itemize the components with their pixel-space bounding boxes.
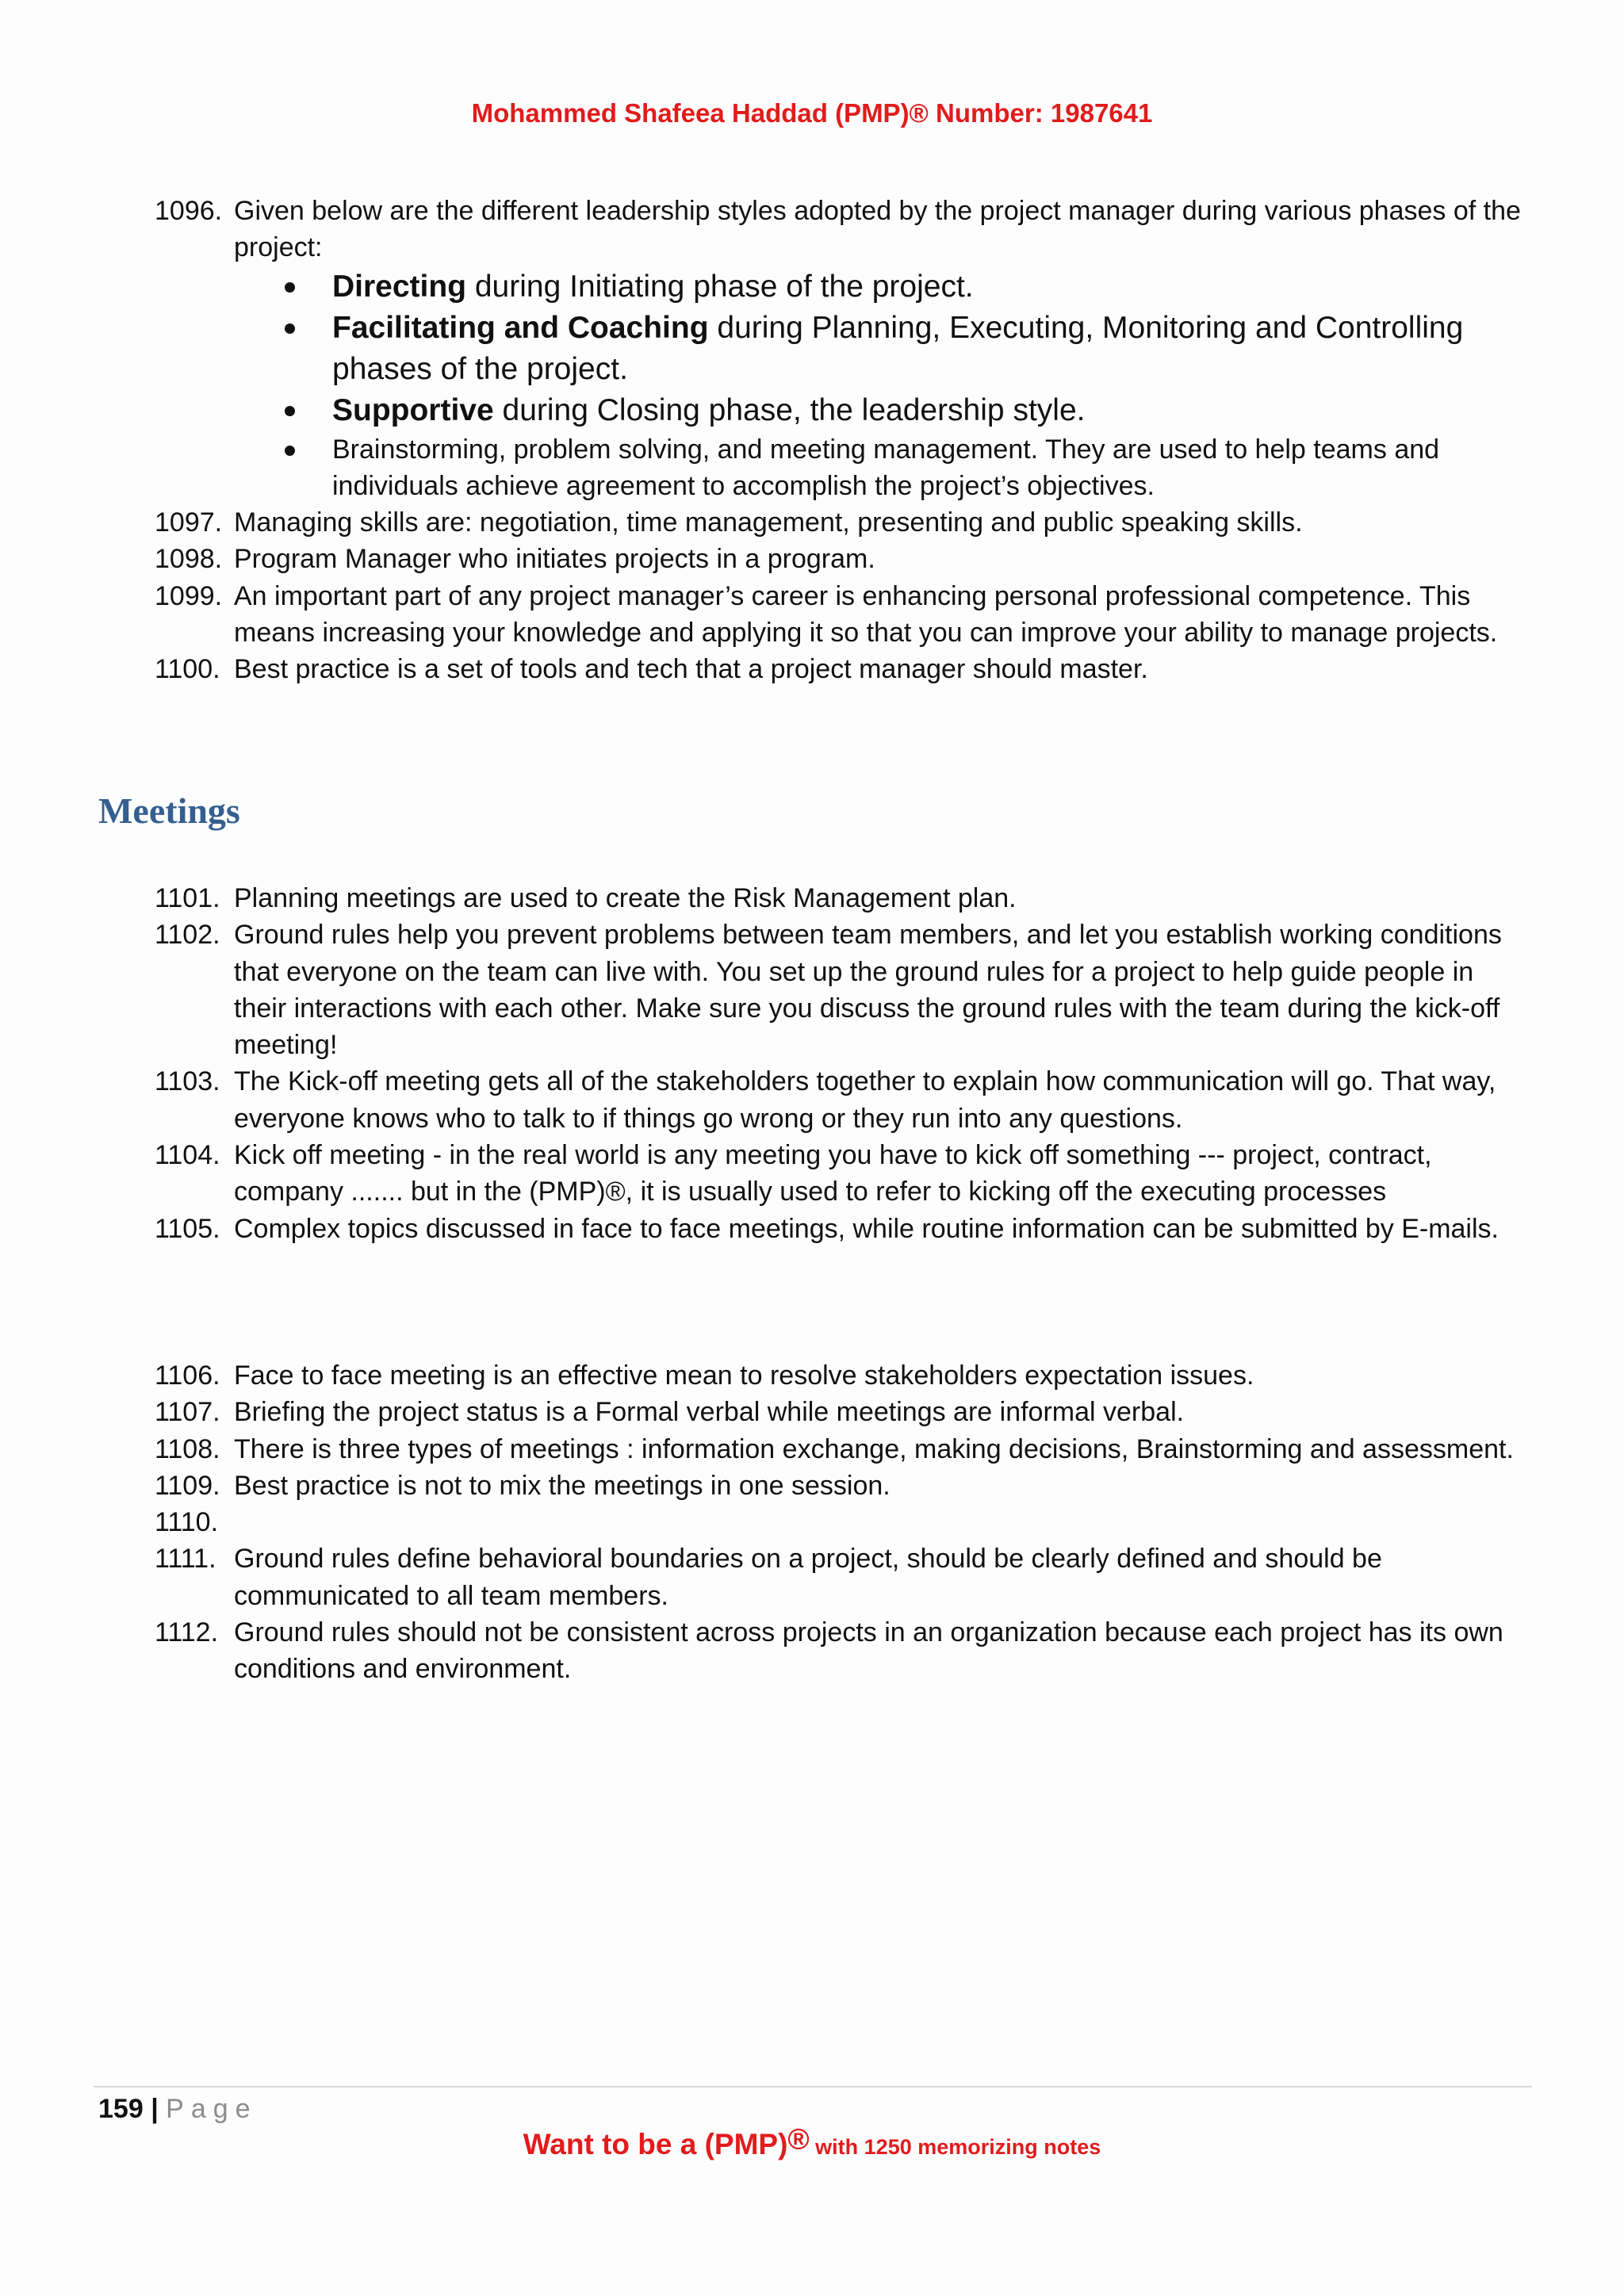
list-item [0,1614,1624,1688]
item-text: Managing skills are: negotiation, time management, presenting and public speaking skills. [234,507,1303,538]
list-item [0,1504,1624,1540]
item-number: 1097. [155,507,223,538]
tagline-reg: ® [787,2122,810,2156]
page-header: Mohammed Shafeea Haddad (PMP)® Number: 1987641 [471,98,1153,128]
notes-list-3 [0,1357,1624,1688]
bullet-item [234,266,1529,308]
page-label: Page [166,2094,258,2124]
list-item [0,578,1624,652]
item-number: 1107. [155,1397,220,1428]
list-item [0,1357,1624,1394]
page-separator: | [151,2094,159,2124]
item-text: There is three types of meetings : information exchange, making decisions, Brainstorming and assessment. [234,1433,1514,1464]
notes-list-1 [0,193,1624,688]
tagline-tail: with 1250 memorizing notes [809,2135,1101,2159]
item-text: Kick off meeting - in the real world is any meeting you have to kick off something --- project, contract, company ....... but in the (PMP)®, it is usually used to refer to kicking off the executing processes [234,1140,1432,1207]
bullet-bold: Directing [332,269,467,304]
bullet-dot-icon [285,282,295,293]
list-item [0,1540,1624,1614]
bullet-text: Brainstorming, problem solving, and meeting management. They are used to help teams and individuals achieve agreement to accomplish the project’s objectives. [332,434,1440,501]
item-text: Ground rules help you prevent problems between team members, and let you establish working conditions that everyone on the team can live with. You set up the ground rules for a project to help guide people in their interactions with each other. Make sure you discuss the ground rules with the team during the kick-off meeting! [234,920,1502,1061]
list-item [0,1211,1624,1247]
list-item [0,193,1624,504]
page-number-value: 159 [98,2094,144,2124]
item-number: 1104. [155,1140,220,1171]
item-text: An important part of any project manager’s career is enhancing personal professional competence. This means increasing your knowledge and applying it so that you can improve your ability to manage projects. [234,580,1498,649]
item-number: 1106. [155,1360,220,1391]
page-number [98,2094,258,2125]
item-number: 1111. [155,1544,216,1575]
list-item [0,1468,1624,1504]
leadership-styles-list [234,266,1529,505]
list-item [0,1394,1624,1430]
item-text: Complex topics discussed in face to face meetings, while routine information can be submitted by E-mails. [234,1213,1499,1244]
item-text: Program Manager who initiates projects in a program. [234,544,875,575]
item-text: Best practice is not to mix the meetings in one session. [234,1470,891,1501]
footer-divider [94,2086,1532,2087]
tagline-main: Want to be a (PMP) [523,2128,788,2160]
item-number: 1110. [155,1507,219,1538]
bullet-dot-icon [285,406,295,416]
item-number: 1108. [155,1433,220,1464]
bullet-bold: Supportive [332,392,494,427]
list-item [0,651,1624,687]
footer-tagline [0,2122,1624,2161]
list-item [0,1137,1624,1211]
item-number: 1096. [155,196,223,226]
bullet-text: during Planning, Executing, Monitoring and Controlling phases of the project. [332,310,1464,386]
item-text: Briefing the project status is a Formal verbal while meetings are informal verbal. [234,1397,1185,1428]
item-text: Ground rules define behavioral boundaries on a project, should be clearly defined and should be communicated to all team members. [234,1544,1382,1611]
bullet-item [234,390,1529,431]
item-text: The Kick-off meeting gets all of the stakeholders together to explain how communication will go. That way, everyone knows who to talk to if things go wrong or they run into any questions. [234,1066,1496,1134]
item-number: 1098. [155,544,223,575]
bullet-dot-icon [285,323,295,334]
bullet-item [234,431,1529,505]
bullet-item [234,308,1529,390]
list-item [0,541,1624,577]
item-text: Given below are the different leadership styles adopted by the project manager during various phases of the project: [234,196,1521,263]
list-item [0,916,1624,1063]
item-text: Planning meetings are used to create the Risk Management plan. [234,883,1017,913]
list-item [0,880,1624,916]
item-number: 1101. [155,883,220,913]
item-number: 1105. [155,1213,220,1244]
item-number: 1100. [155,654,220,685]
item-text: Best practice is a set of tools and tech that a project manager should master. [234,654,1148,685]
list-item [0,504,1624,541]
bullet-bold: Facilitating and Coaching [332,310,709,345]
bullet-text: during Closing phase, the leadership style. [493,392,1086,427]
bullet-dot-icon [285,446,295,456]
section-title: Meetings [98,790,240,831]
item-number: 1112. [155,1617,219,1648]
item-number: 1103. [155,1066,220,1097]
item-number: 1109. [155,1470,220,1501]
item-text: Ground rules should not be consistent across projects in an organization because each project has its own conditions and environment. [234,1617,1503,1685]
notes-list-2 [0,880,1624,1247]
bullet-text: during Initiating phase of the project. [466,269,974,304]
list-item [0,1431,1624,1468]
item-number: 1102. [155,920,220,951]
item-text: Face to face meeting is an effective mean to resolve stakeholders expectation issues. [234,1360,1254,1391]
item-number: 1099. [155,580,223,611]
list-item [0,1063,1624,1137]
